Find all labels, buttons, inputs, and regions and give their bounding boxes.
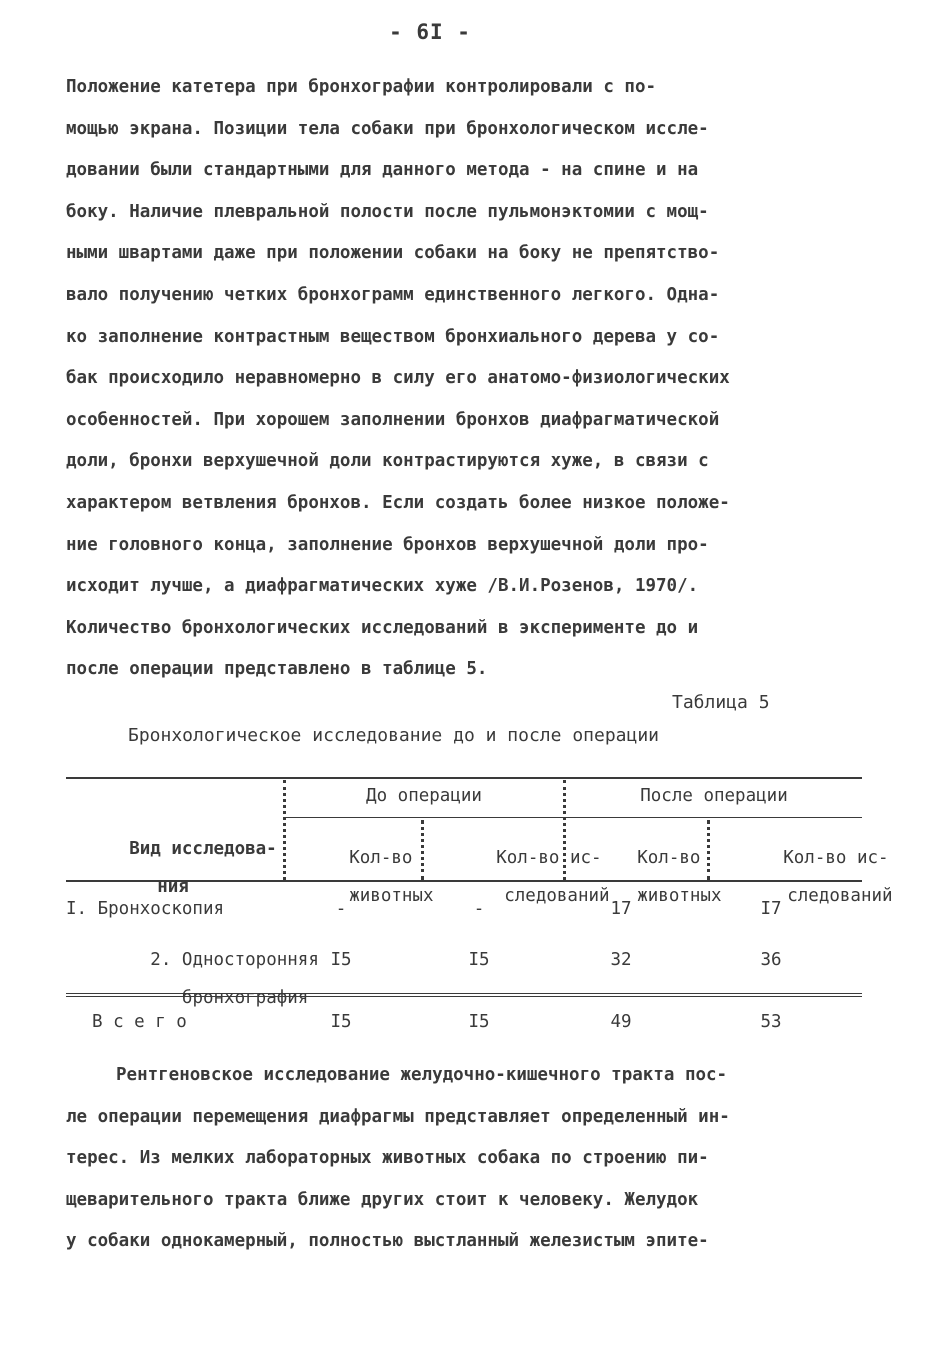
text-line: Рентгеновское исследование желудочно-кишечного тракта пос- — [116, 1065, 728, 1085]
text-line: мощью экрана. Позиции тела собаки при бронхологическом иссле- — [66, 118, 709, 139]
header-animals-line-2: животных — [349, 886, 434, 906]
cell-studies-after: 36 — [760, 950, 782, 970]
total-animals-after: 49 — [610, 1012, 632, 1032]
total-animals-before: I5 — [330, 1012, 352, 1032]
header-animals-line-1: Кол-во — [637, 848, 701, 868]
text-line: боку. Наличие плевральной полости после пульмонэктомии с мощ- — [66, 201, 709, 222]
header-animals-line-1: Кол-во — [349, 848, 413, 868]
text-line: терес. Из мелких лабораторных животных собака по строению пи- — [66, 1148, 709, 1169]
text-line: у собаки однокамерный, полностью выстланный железистым эпите- — [66, 1231, 709, 1252]
text-line: ными швартами даже при положении собаки на боку не препятство- — [66, 243, 720, 264]
total-studies-before: I5 — [468, 1012, 490, 1032]
cell-animals-after: 17 — [610, 899, 632, 919]
cell-animals-before: I5 — [330, 950, 352, 970]
row-label-line-2: бронхография — [150, 988, 309, 1008]
header-animals-line-2: животных — [637, 886, 722, 906]
header-type-line-1: Вид исследова- — [129, 839, 277, 859]
table-top-rule — [66, 777, 862, 779]
text-line: вало получению четких бронхограмм единственного легкого. Одна- — [66, 284, 720, 305]
text-line: довании были стандартными для данного метода - на спине и на — [66, 160, 699, 181]
page-number: - 6I - — [389, 20, 471, 44]
header-studies-line-1: Кол-во ис- — [496, 848, 602, 868]
table-title: Бронхологическое исследование до и после операции — [128, 725, 660, 746]
text-line: Количество бронхологических исследований в эксперименте до и — [66, 617, 699, 638]
table-number: Таблица 5 — [672, 692, 770, 713]
text-line: Положение катетера при бронхографии контролировали с по- — [66, 77, 657, 97]
text-line: после операции представлено в таблице 5. — [66, 659, 488, 680]
cell-animals-before: - — [335, 899, 347, 919]
header-studies-line-2: следований — [787, 886, 893, 906]
text-line: исходит лучше, а диафрагматических хуже /В.И.Розенов, 1970/. — [66, 576, 699, 597]
cell-studies-after: I7 — [760, 899, 782, 919]
cell-studies-before: I5 — [468, 950, 490, 970]
header-studies-line-1: Кол-во ис- — [783, 848, 889, 868]
cell-animals-after: 32 — [610, 950, 632, 970]
header-group-after: После операции — [640, 786, 788, 806]
total-label: В с е г о — [92, 1012, 187, 1032]
group-header-rule — [283, 817, 862, 818]
text-line: особенностей. При хорошем заполнении бронхов диафрагматической — [66, 409, 720, 430]
text-line: щеварительного тракта ближе других стоит к человеку. Желудок — [66, 1189, 699, 1210]
header-type-line-2: ния — [157, 877, 189, 897]
row-label-line-1: 2. Односторонняя — [150, 950, 319, 970]
header-studies-line-2: следований — [504, 886, 610, 906]
header-group-before: До операции — [366, 786, 482, 806]
total-studies-after: 53 — [760, 1012, 782, 1032]
cell-studies-before: - — [473, 899, 485, 919]
text-line: бак происходило неравномерно в силу его анатомо-физиологических — [66, 368, 730, 389]
text-line: ко заполнение контрастным веществом бронхиального дерева у со- — [66, 326, 720, 347]
text-line: характером ветвления бронхов. Если создать более низкое положе- — [66, 492, 730, 513]
row-label: I. Бронхоскопия — [66, 899, 225, 919]
paragraph-1 — [66, 67, 866, 691]
text-line: ле операции перемещения диафрагмы представляет определенный ин- — [66, 1106, 730, 1127]
paragraph-2 — [66, 1055, 866, 1263]
text-line: ние головного конца, заполнение бронхов верхушечной доли про- — [66, 534, 709, 555]
text-line: доли, бронхи верхушечной доли контрастируются хуже, в связи с — [66, 451, 709, 472]
